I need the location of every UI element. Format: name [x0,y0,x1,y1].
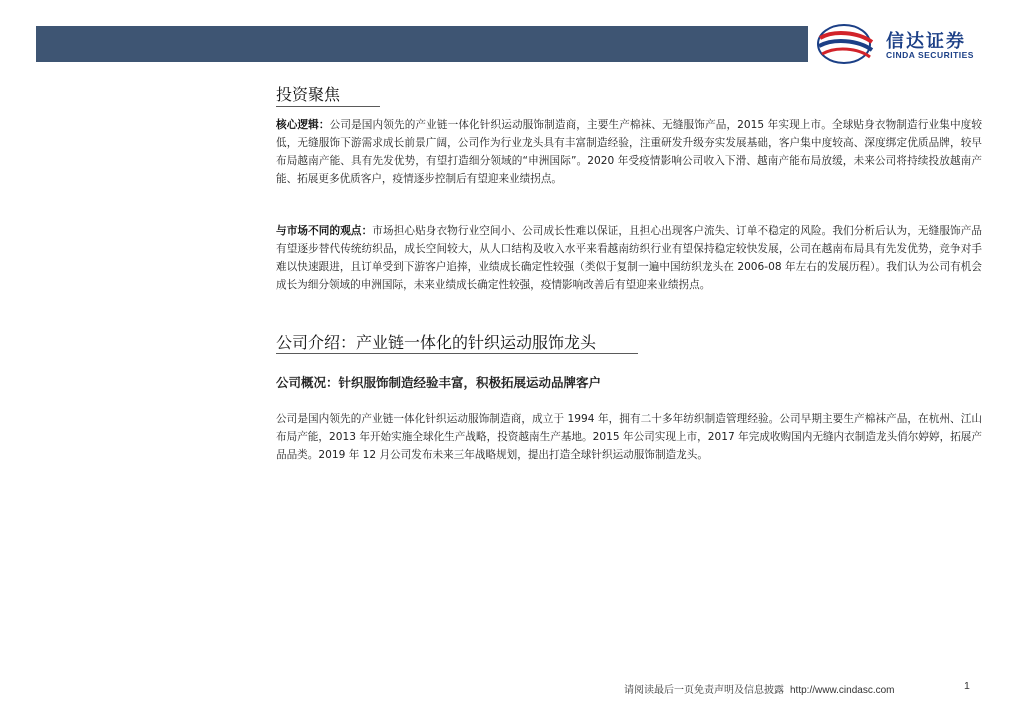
market-view-lead: 与市场不同的观点： [276,225,373,237]
core-logic-lead: 核心逻辑： [276,119,330,131]
cinda-globe-icon [814,22,878,66]
brand-name-cn: 信达证券 [886,31,966,52]
section-title-underline [276,106,380,107]
company-overview-subtitle: 公司概况：针织服饰制造经验丰富，积极拓展运动品牌客户 [276,375,602,390]
market-view-text: 市场担心贴身衣物行业空间小、公司成长性难以保证，且担心出现客户流失、订单不稳定的风险。我们分析后认为，无缝服饰产品有望逐步替代传统纺织品，成长空间较大，从人口结构及收入水平来看越南纺织行业有望保持稳定较快发展，公司在越南布局具有先发优势，竞争对手难以快速跟进，且订单受到下游客户追捧，业绩成长确定性较强（类似于复制一遍中国纺织龙头在 2006-08 年左右的发展历程）。我们认为公司有机会成长为细分领域的申洲国际，未来业绩成长确定性较强，疫情影响改善后有望迎来业绩拐点。 [276,225,983,291]
footer-disclaimer: 请阅读最后一页免责声明及信息披露 [624,685,784,696]
section-title-company-intro: 公司介绍：产业链一体化的针织运动服饰龙头 [276,333,597,352]
header-band [36,26,808,62]
core-logic-text: 公司是国内领先的产业链一体化针织运动服饰制造商，主要生产棉袜、无缝服饰产品，2015 年实现上市。全球贴身衣物制造行业集中度较低，无缝服饰下游需求成长前景广阔，公司作为行业龙头具有丰富制造经验，注重研发升级夯实发展基础，客户集中度较高、深度绑定优质品牌，较早布局越南产能、具有先发优势，有望打造细分领域的“申洲国际”。2020 年受疫情影响公司收入下滑、越南产能布局放缓，未来公司将持续投放越南产能、拓展更多优质客户，疫情逐步控制后有望迎来业绩拐点。 [276,119,982,185]
market-view-paragraph [276,222,982,294]
company-overview-paragraph: 公司是国内领先的产业链一体化针织运动服饰制造商，成立于 1994 年，拥有二十多年纺织制造管理经验。公司早期主要生产棉袜产品，在杭州、江山布局产能，2013 年开始实施全球化生产战略，投资越南生产基地。2015 年公司实现上市，2017 年完成收购国内无缝内衣制造龙头俏尔婷婷，拓展产品品类。2019 年 12 月公司发布未来三年战略规划，提出打造全球针织运动服饰制造龙头。 [276,413,982,461]
core-logic-paragraph [276,116,982,188]
cinda-logo [814,22,994,66]
section-title-underline [276,353,638,354]
footer [624,681,894,696]
page-number: 1 [964,680,970,692]
section-title-investment-focus: 投资聚焦 [276,85,341,104]
brand-name-en: CINDA SECURITIES [886,50,974,60]
footer-url-link[interactable]: http://www.cindasc.com [790,685,895,696]
